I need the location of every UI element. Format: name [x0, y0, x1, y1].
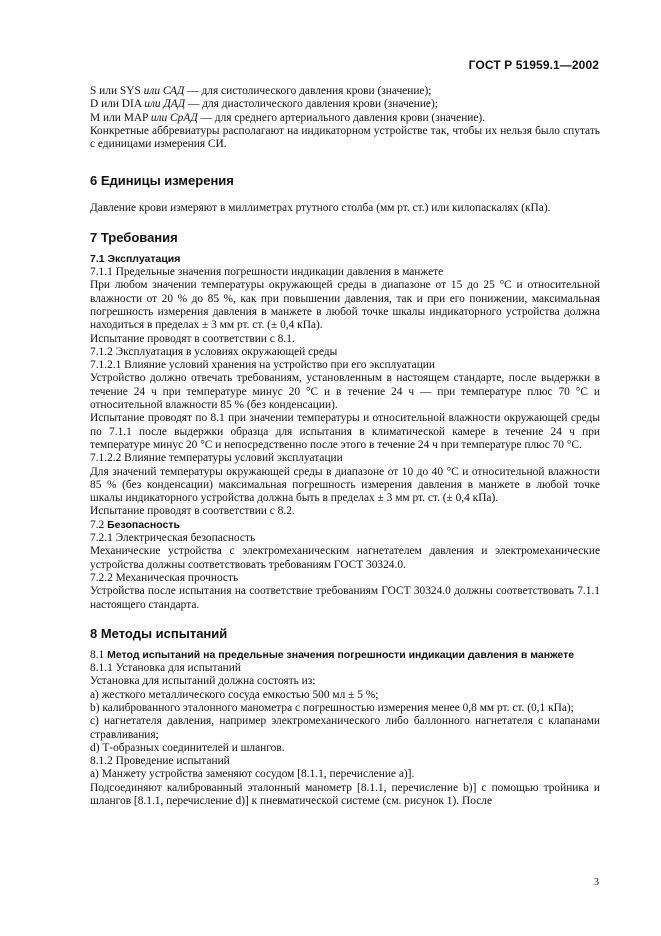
- section-7-title: 7 Требования: [90, 229, 178, 245]
- list-item-a: a) жесткого металлического сосуда емкостью 500 мл ± 5 %;: [90, 688, 379, 701]
- abbr-code: S или SYS: [90, 85, 144, 97]
- clause-7-2-1-text: Механические устройства с электромеханическим нагнетателем давления и электромеханические устройства должны соответствовать требованиям ГОСТ 30324.0.: [90, 545, 600, 571]
- clause-7-1-2-1-test: Испытание проводят по 8.1 при значении температуры и относительной влажности окружающей среды по 7.1.1 после выдержки образца для испытания в климатической камере в течение 24 ч при температуре минус 20 °С и непосредственно после этого в течение 24 ч при температуре плюс 70 °С.: [90, 412, 600, 451]
- page-number: 3: [594, 877, 599, 888]
- clause-8-1-1: 8.1.1 Установка для испытаний: [90, 662, 241, 675]
- clause-8-1-2: 8.1.2 Проведение испытаний: [90, 755, 230, 768]
- list-item-b: b) калиброванного эталонного манометра с погрешностью измерения менее 0,8 мм рт. ст. (0,1 кПа);: [90, 701, 574, 714]
- abbr-desc: — для систолического давления крови (значение);: [184, 85, 432, 97]
- abbr-note: Конкретные аббревиатуры располагают на индикаторном устройстве так, чтобы их нельзя было спутать с единицами измерения СИ.: [90, 124, 600, 151]
- abbr-alt: или САД: [143, 85, 185, 97]
- clause-7-1-2-2-test: Испытание проводят в соответствии с 8.2.: [90, 505, 295, 518]
- abbr-desc: — для среднего артериального давления крови (значение).: [197, 111, 486, 124]
- clause-7-1-2-2-text: Для значений температуры окружающей среды в диапазоне от 10 до 40 °С и относительной влажности 85 % (без конденсации) максимальная погрешность измерения давления в манжете в любой точке шкалы индикаторного устройства должна быть в пределах ± 3 мм рт. ст. (± 0,4 кПа).: [90, 465, 600, 505]
- list-item-d: d) Т-образных соединителей и шлангов.: [90, 741, 285, 754]
- clause-title: Безопасность: [107, 518, 180, 531]
- abbr-code: D или DIA: [90, 98, 145, 111]
- clause-7-1-1: 7.1.1 Предельные значения погрешности индикации давления в манжете: [90, 266, 444, 279]
- clause-7-1-1-test: Испытание проводят в соответствии с 8.1.: [90, 332, 295, 345]
- abbr-line-1: [90, 85, 600, 98]
- clause-7-2: [90, 519, 600, 532]
- clause-8-1-2-a: a) Манжету устройства заменяют сосудом [8.1.1, перечисление a)].: [90, 768, 415, 781]
- section-6-text: Давление крови измеряют в миллиметрах ртутного столба (мм рт. ст.) или килопаскалях (кПа).: [90, 202, 551, 215]
- clause-8-1-1-text: Установка для испытаний должна состоять из:: [90, 675, 316, 688]
- clause-7-2-2: 7.2.2 Механическая прочность: [90, 571, 239, 584]
- subsection-7-1-title: 7.1 Эксплуатация: [90, 252, 181, 265]
- clause-number: 7.2: [90, 518, 108, 531]
- page-content: [90, 85, 600, 808]
- clause-7-1-2-1-text: Устройство должно отвечать требованиям, установленным в настоящем стандарте, после выдержки в течение 24 ч при температуре минус 20 °С и в течение 24 ч — при температуре плюс 70 °С и относительной влажности 85 % (без конденсации).: [90, 372, 600, 412]
- abbr-line-3: [90, 112, 600, 125]
- clause-8-1: [90, 649, 600, 662]
- section-6-title: 6 Единицы измерения: [90, 173, 234, 189]
- abbr-line-2: [90, 98, 600, 111]
- clause-8-1-2-text: Подсоединяют калиброванный эталонный манометр [8.1.1, перечисление b)] с помощью тройника и шлангов [8.1.1, перечисление d)] к пневматической системе (см. рисунок 1). После: [90, 781, 600, 808]
- clause-7-1-1-text: При любом значении температуры окружающей среды в диапазоне от 15 до 25 °С и относительной влажности от 20 % до 85 %, как при повышении давления, так и при его понижении, максимальная погрешность измерения давления в манжете в любой точке шкалы индикаторного устройства должна находиться в пределах ± 3 мм рт. ст. (± 0,4 кПа).: [90, 279, 600, 332]
- abbr-code: M или MAP: [90, 111, 151, 124]
- list-item-c: c) нагнетателя давления, например электромеханического либо баллонного нагнетателя с клапанами стравливания;: [90, 715, 600, 741]
- clause-7-2-1: 7.2.1 Электрическая безопасность: [90, 532, 256, 545]
- abbr-alt: или СрАД: [150, 111, 198, 124]
- clause-7-1-2: 7.1.2 Эксплуатация в условиях окружающей среды: [90, 345, 338, 358]
- clause-7-2-2-text: Устройства после испытания на соответствие требованиям ГОСТ 30324.0 должны соответствовать 7.1.1 настоящего стандарта.: [90, 585, 600, 611]
- clause-number: 8.1: [90, 648, 108, 661]
- document-header: ГОСТ Р 51959.1—2002: [468, 58, 599, 72]
- clause-7-1-2-1: 7.1.2.1 Влияние условий хранения на устройство при его эксплуатации: [90, 359, 435, 372]
- clause-title: Метод испытаний на предельные значения погрешности индикации давления в манжете: [107, 648, 575, 661]
- abbr-alt: или ДАД: [144, 98, 186, 111]
- clause-7-1-2-2: 7.1.2.2 Влияние температуры условий эксплуатации: [90, 452, 343, 465]
- section-8-title: 8 Методы испытаний: [90, 625, 228, 641]
- abbr-desc: — для диастолического давления крови (значение);: [185, 98, 438, 111]
